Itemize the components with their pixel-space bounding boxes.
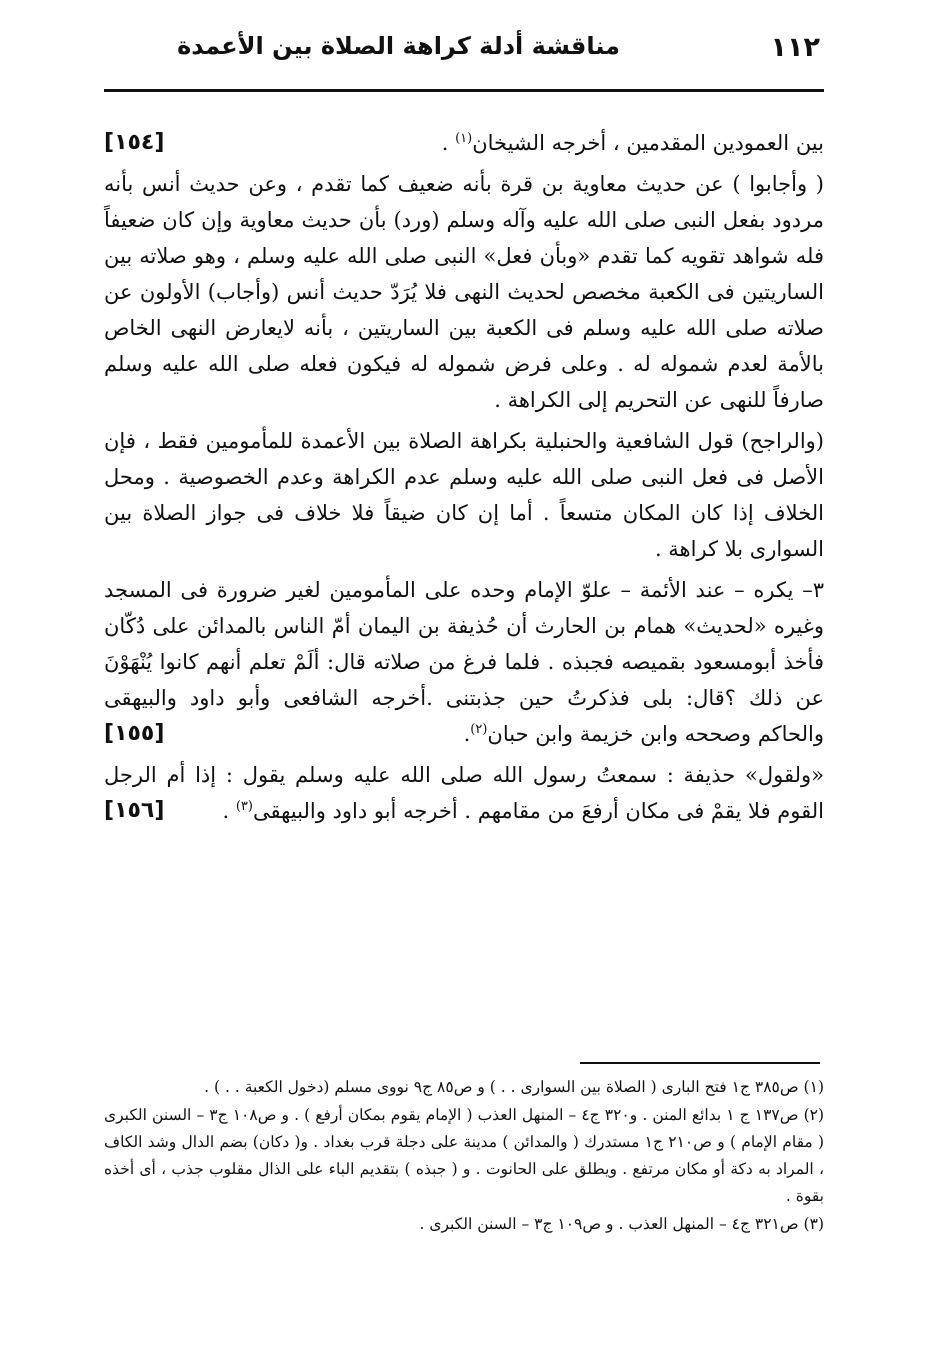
footnote-separator (580, 1062, 820, 1064)
page-header (100, 26, 820, 78)
main-text (104, 125, 824, 834)
paragraph-end: . (441, 131, 456, 155)
paragraph-text: «ولقول» حذيفة : سمعتُ رسول الله صلى الله عليه وسلم يقول : إذا أم الرجل القوم فلا يقمْ فى مكان أرفعَ من مقامهم . أخرجه أبو داود والبيهقى (104, 763, 824, 823)
hadith-ref-number: [١٥٤] (104, 130, 165, 155)
paragraph-end: . (222, 799, 236, 823)
paragraph-3 (104, 423, 824, 567)
footnote-marker: (٣) (235, 799, 253, 814)
header-rule (104, 89, 824, 92)
footnotes (104, 1074, 824, 1239)
paragraph-1 (104, 125, 824, 161)
page-number: ١١٢ (770, 32, 820, 63)
hadith-ref-number: [١٥٥] (104, 721, 165, 746)
paragraph-5 (104, 757, 824, 829)
footnote-marker: (١) (455, 131, 473, 146)
paragraph-text: (والراجح) قول الشافعية والحنبلية بكراهة الصلاة بين الأعمدة للمأمومين فقط ، فإن الأصل فى فعل النبى صلى الله عليه وسلم عدم الكراهة وعدم الخصوصية . ومحل الخلاف إذا كان المكان متسعاً . أما إن كان ضيقاً فلا خلاف فى جواز الصلاة بين السوارى بلا كراهة . (104, 429, 824, 561)
paragraph-2 (104, 166, 824, 418)
hadith-ref-number: [١٥٦] (104, 798, 165, 823)
running-title: مناقشة أدلة كراهة الصلاة بين الأعمدة (177, 32, 620, 60)
paragraph-text: ( وأجابوا ) عن حديث معاوية بن قرة بأنه ضعيف كما تقدم ، وعن حديث أنس بأنه مردود بفعل النبى صلى الله عليه وآله وسلم (ورد) بأن حديث معاوية وإن كان ضعيفاً فله شواهد تقويه كما تقدم «وبأن فعل» النبى صلى الله عليه وسلم ، وهو صلاته بين الساريتين فى الكعبة مخصص لحديث النهى فلا يُرَدّ حديث أنس (وأجاب) الأولون عن صلاته صلى الله عليه وسلم فى الكعبة بين الساريتين ، بأنه لايعارض النهى الخاص بالأمة لعدم شموله له . وعلى فرض شموله له فيكون فعله صلى الله عليه وسلم صارفاً للنهى عن التحريم إلى الكراهة . (104, 172, 824, 412)
paragraph-4 (104, 572, 824, 752)
footnote-3: (٣) ص٣٢١ ج٤ – المنهل العذب . و ص١٠٩ ج٣ – السنن الكبرى . (419, 1215, 824, 1233)
paragraph-end: . (463, 722, 471, 746)
footnote-marker: (٢) (470, 722, 488, 737)
paragraph-text: ٣– يكره – عند الأئمة – علوّ الإمام وحده على المأمومين لغير ضرورة فى المسجد وغيره «لحديث» همام بن الحارث أن حُذيفة بن اليمان أمّ الناس بالمدائن على دُكّان فأخذ أبومسعود بقميصه فجبذه . فلما فرغ من صلاته قال: ألَمْ تعلم أنهم كانوا يُنْهَوْنَ عن ذلك ؟قال: بلى فذكرتُ حين جذبتنى .أخرجه الشافعى وأبو داود والبيهقى والحاكم وصححه وابن خزيمة وابن حبان (104, 578, 824, 746)
footnote-1: (١) ص٣٨٥ ج١ فتح البارى ( الصلاة بين السوارى . . ) و ص٨٥ ج٩ نووى مسلم (دخول الكعبة . . ) . (204, 1078, 824, 1096)
paragraph-text: بين العمودين المقدمين ، أخرجه الشيخان (472, 131, 824, 155)
footnote-2: (٢) ص١٣٧ ج ١ بدائع المنن . و٣٢٠ ج٤ – المنهل العذب ( الإمام يقوم بمكان أرفع ) . و ص١٠٨ ج٣ – السنن الكبرى ( مقام الإمام ) و ص٢١٠ ج١ مستدرك ( والمدائن ) مدينة على دجلة قرب بغداد . و( دكان) بضم الدال وشد الكاف ، المراد به دكة أو مكان مرتفع . ويطلق على الحانوت . و ( جبذه ) بتقديم الباء على الذال مقلوب جذب ، أى أخذه بقوة . (104, 1106, 825, 1205)
